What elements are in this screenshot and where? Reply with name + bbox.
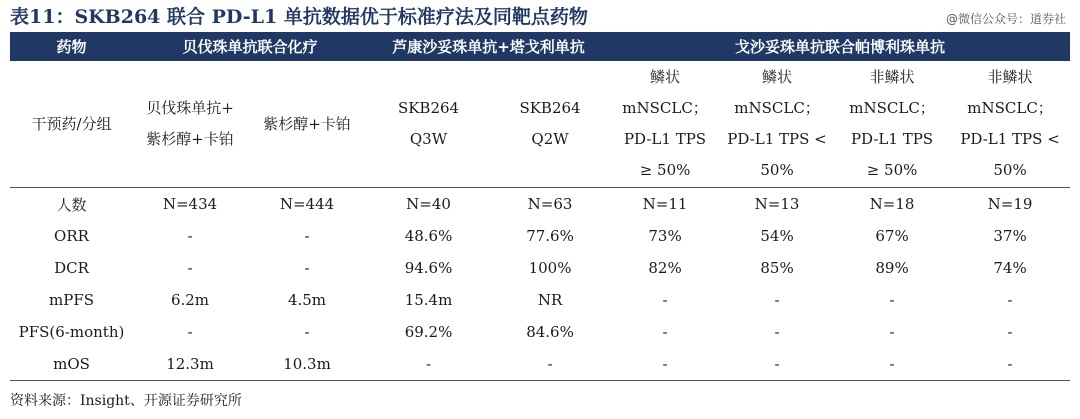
- subheader-cell: [834, 61, 950, 188]
- subheader-cell: [133, 61, 247, 188]
- subheader-label: 干预药/分组: [10, 61, 133, 188]
- table-cell: N=434: [162, 195, 218, 213]
- subheader-cell: [247, 61, 367, 188]
- table-cell: -: [889, 323, 895, 341]
- subheader-cell: [720, 61, 834, 188]
- row-label: 人数: [56, 195, 87, 214]
- table-cell: N=19: [987, 195, 1033, 213]
- table-cell: -: [774, 291, 780, 309]
- table-cell: -: [662, 323, 668, 341]
- table-cell: 37%: [993, 227, 1027, 245]
- table-cell: -: [1007, 291, 1013, 309]
- data-table: [10, 32, 1070, 381]
- table-row: [10, 316, 1070, 348]
- table-cell: 15.4m: [404, 291, 453, 309]
- table-cell: -: [720, 348, 834, 381]
- table-cell: 89%: [875, 259, 909, 277]
- subheader-line: 50%: [993, 161, 1027, 179]
- table-cell: 94.6%: [404, 259, 453, 277]
- subheader-line: PD-L1 TPS: [623, 130, 707, 148]
- subheader-cell: [367, 61, 490, 188]
- table-cell: 74%: [993, 259, 1027, 277]
- table-cell: -: [662, 291, 668, 309]
- header-group-sacituzumab: 芦康沙妥珠单抗+塔戈利单抗: [367, 32, 610, 61]
- table-cell: -: [304, 259, 310, 277]
- table-cell: 10.3m: [247, 348, 367, 381]
- table-cell: 12.3m: [133, 348, 247, 381]
- row-label: ORR: [54, 227, 89, 245]
- subheader-line: PD-L1 TPS <: [727, 130, 827, 148]
- watermark: @微信公众号：道券社: [945, 12, 1066, 26]
- subheader-cell: [490, 61, 610, 188]
- title-bar: [10, 2, 1070, 32]
- table-cell: 85%: [760, 259, 794, 277]
- subheader-line: 非鳞状: [869, 68, 915, 86]
- table-cell: 69.2%: [404, 323, 453, 341]
- header-group-bevacizumab: 贝伐珠单抗联合化疗: [133, 32, 367, 61]
- subheader-line: mNSCLC；: [622, 99, 708, 117]
- table-cell: 84.6%: [526, 323, 574, 341]
- table-cell: 4.5m: [287, 291, 327, 309]
- table-cell: 48.6%: [404, 227, 453, 245]
- row-label: DCR: [54, 259, 89, 277]
- table-row: [10, 252, 1070, 284]
- row-label: PFS(6-month): [18, 323, 125, 341]
- table-cell: N=63: [527, 195, 573, 213]
- subheader-line: 鳞状: [762, 68, 793, 86]
- table-cell: 82%: [648, 259, 682, 277]
- header-row: [10, 32, 1070, 61]
- table-row: [10, 284, 1070, 316]
- table-row: [10, 220, 1070, 252]
- table-row: [10, 348, 1070, 381]
- subheader-row: [10, 61, 1070, 188]
- subheader-line: ≥ 50%: [866, 161, 918, 179]
- subheader-line: ≥ 50%: [639, 161, 691, 179]
- table-cell: 6.2m: [170, 291, 210, 309]
- row-label: mOS: [10, 348, 133, 381]
- table-cell: -: [1007, 323, 1013, 341]
- subheader-line: PD-L1 TPS: [850, 130, 934, 148]
- subheader-line: 50%: [760, 161, 794, 179]
- subheader-line: Q2W: [531, 130, 569, 148]
- table-cell: -: [187, 323, 193, 341]
- table-cell: -: [304, 227, 310, 245]
- subheader-line: SKB264: [519, 99, 581, 117]
- table-cell: 77.6%: [526, 227, 574, 245]
- subheader-line: 贝伐珠单抗+: [146, 99, 234, 117]
- table-cell: -: [304, 323, 310, 341]
- subheader-cell: [610, 61, 720, 188]
- table-cell: -: [774, 323, 780, 341]
- table-cell: -: [834, 348, 950, 381]
- table-cell: NR: [537, 291, 563, 309]
- subheader-line: 紫杉醇+卡铂: [146, 130, 234, 148]
- header-drug: 药物: [10, 32, 133, 61]
- subheader-line: 非鳞状: [987, 68, 1033, 86]
- table-cell: -: [490, 348, 610, 381]
- source-note: 资料来源：Insight、开源证券研究所: [10, 393, 242, 409]
- header-group-datopotamab: 戈沙妥珠单抗联合帕博利珠单抗: [610, 32, 1070, 61]
- table-cell: -: [950, 348, 1070, 381]
- subheader-line: 鳞状: [650, 68, 681, 86]
- table-cell: N=18: [869, 195, 915, 213]
- subheader-line: mNSCLC；: [967, 99, 1053, 117]
- table-cell: 73%: [648, 227, 682, 245]
- table-cell: N=13: [754, 195, 800, 213]
- table-cell: -: [610, 348, 720, 381]
- subheader-line: 紫杉醇+卡铂: [263, 114, 351, 133]
- row-label: mPFS: [49, 291, 94, 309]
- subheader-line: SKB264: [397, 99, 460, 117]
- subheader-cell: [950, 61, 1070, 188]
- table-row: [10, 188, 1070, 221]
- table-cell: N=40: [406, 195, 451, 213]
- table-cell: -: [367, 348, 490, 381]
- table-cell: -: [889, 291, 895, 309]
- table-cell: 54%: [760, 227, 794, 245]
- table-cell: N=444: [279, 195, 335, 213]
- table-title: 表11：SKB264 联合 PD-L1 单抗数据优于标准疗法及同靶点药物: [10, 6, 588, 28]
- table-cell: 100%: [528, 259, 572, 277]
- table-cell: -: [187, 227, 193, 245]
- subheader-line: PD-L1 TPS <: [960, 130, 1060, 148]
- subheader-line: mNSCLC；: [734, 99, 820, 117]
- subheader-line: mNSCLC；: [849, 99, 935, 117]
- table-cell: -: [187, 259, 193, 277]
- table-cell: 67%: [875, 227, 909, 245]
- subheader-line: Q3W: [409, 130, 448, 148]
- table-cell: N=11: [642, 195, 688, 213]
